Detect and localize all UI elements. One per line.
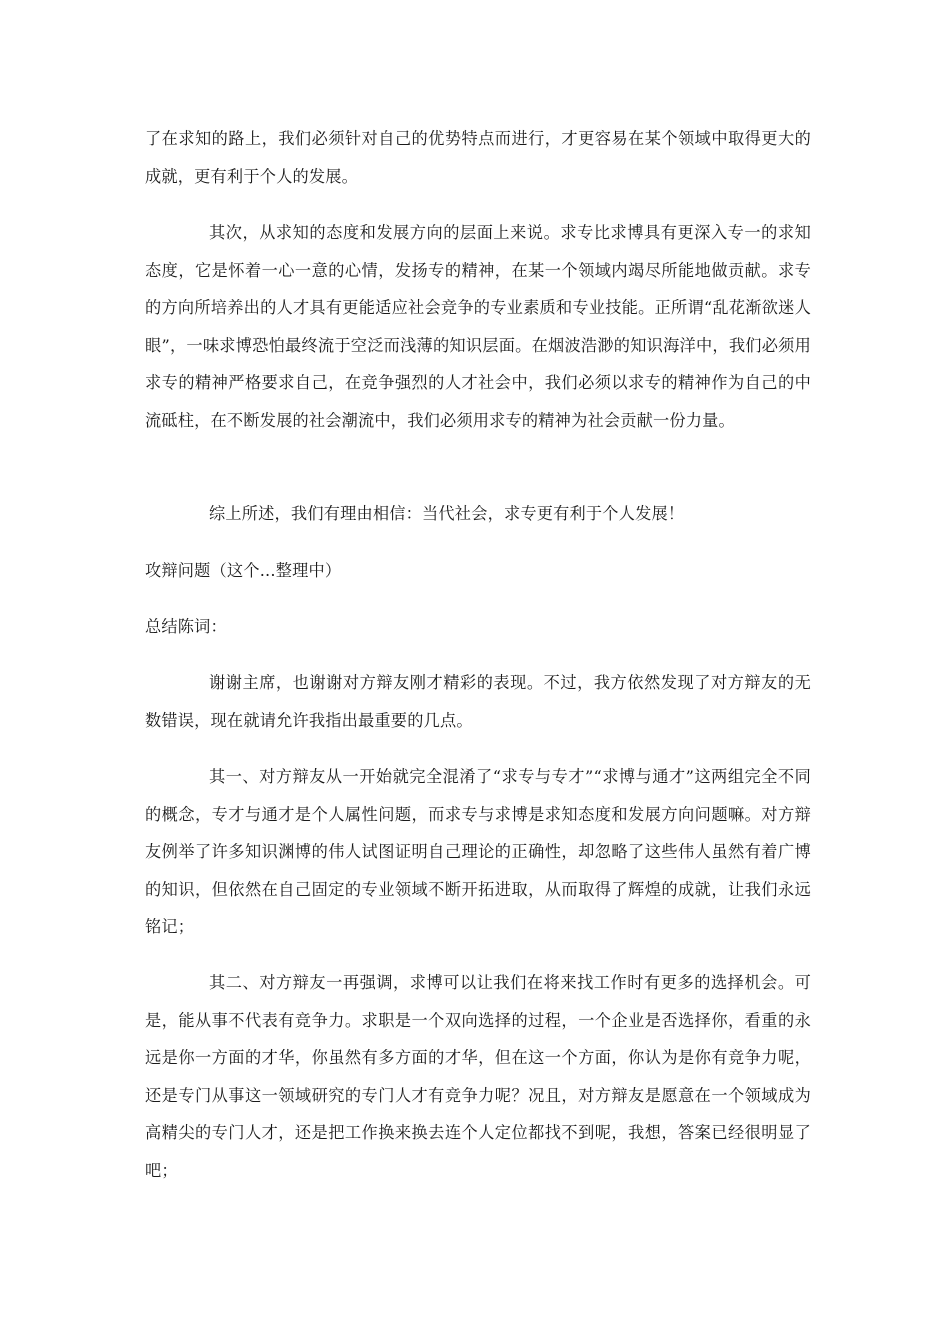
paragraph-point-one: 其一、对方辩友从一开始就完全混淆了“求专与专才”“求博与通才”这两组完全不同的概念，专才与通才是个人属性问题，而求专与求博是求知态度和发展方向问题嘛。对方辩友例举了许多知识渊博的伟人试图证明自己理论的正确性，却忽略了这些伟人虽然有着广博的知识，但依然在自己固定的专业领域不断开拓进取，从而取得了辉煌的成就，让我们永远铭记；: [145, 767, 811, 936]
paragraph-closing-intro: 谢谢主席，也谢谢对方辩友刚才精彩的表现。不过，我方依然发现了对方辩友的无数错误，现在就请允许我指出最重要的几点。: [145, 673, 811, 730]
section-heading-closing-statement: 总结陈词：: [145, 617, 227, 636]
paragraph-second-point: 其次，从求知的态度和发展方向的层面上来说。求专比求博具有更深入专一的求知态度，它是怀着一心一意的心情，发扬专的精神，在某一个领域内竭尽所能地做贡献。求专的方向所培养出的人才具有更能适应社会竞争的专业素质和专业技能。正所谓“乱花渐欲迷人眼”，一味求博恐怕最终流于空泛而浅薄的知识层面。在烟波浩渺的知识海洋中，我们必须用求专的精神严格要求自己，在竞争强烈的人才社会中，我们必须以求专的精神作为自己的中流砥柱，在不断发展的社会潮流中，我们必须用求专的精神为社会贡献一份力量。: [145, 223, 811, 430]
paragraph-point-two: 其二、对方辩友一再强调，求博可以让我们在将来找工作时有更多的选择机会。可是，能从事不代表有竞争力。求职是一个双向选择的过程，一个企业是否选择你，看重的永远是你一方面的才华，你虽然有多方面的才华，但在这一个方面，你认为是你有竞争力呢，还是专门从事这一领域研究的专门人才有竞争力呢？况且，对方辩友是愿意在一个领域成为高精尖的专门人才，还是把工作换来换去连个人定位都找不到呢，我想，答案已经很明显了吧；: [145, 973, 811, 1180]
paragraph-continuation: 了在求知的路上，我们必须针对自己的优势特点而进行，才更容易在某个领域中取得更大的成就，更有利于个人的发展。: [145, 129, 811, 186]
section-heading-cross-examination: 攻辩问题（这个...整理中）: [145, 561, 342, 580]
paragraph-conclusion: 综上所述，我们有理由相信：当代社会，求专更有利于个人发展！: [209, 504, 685, 523]
